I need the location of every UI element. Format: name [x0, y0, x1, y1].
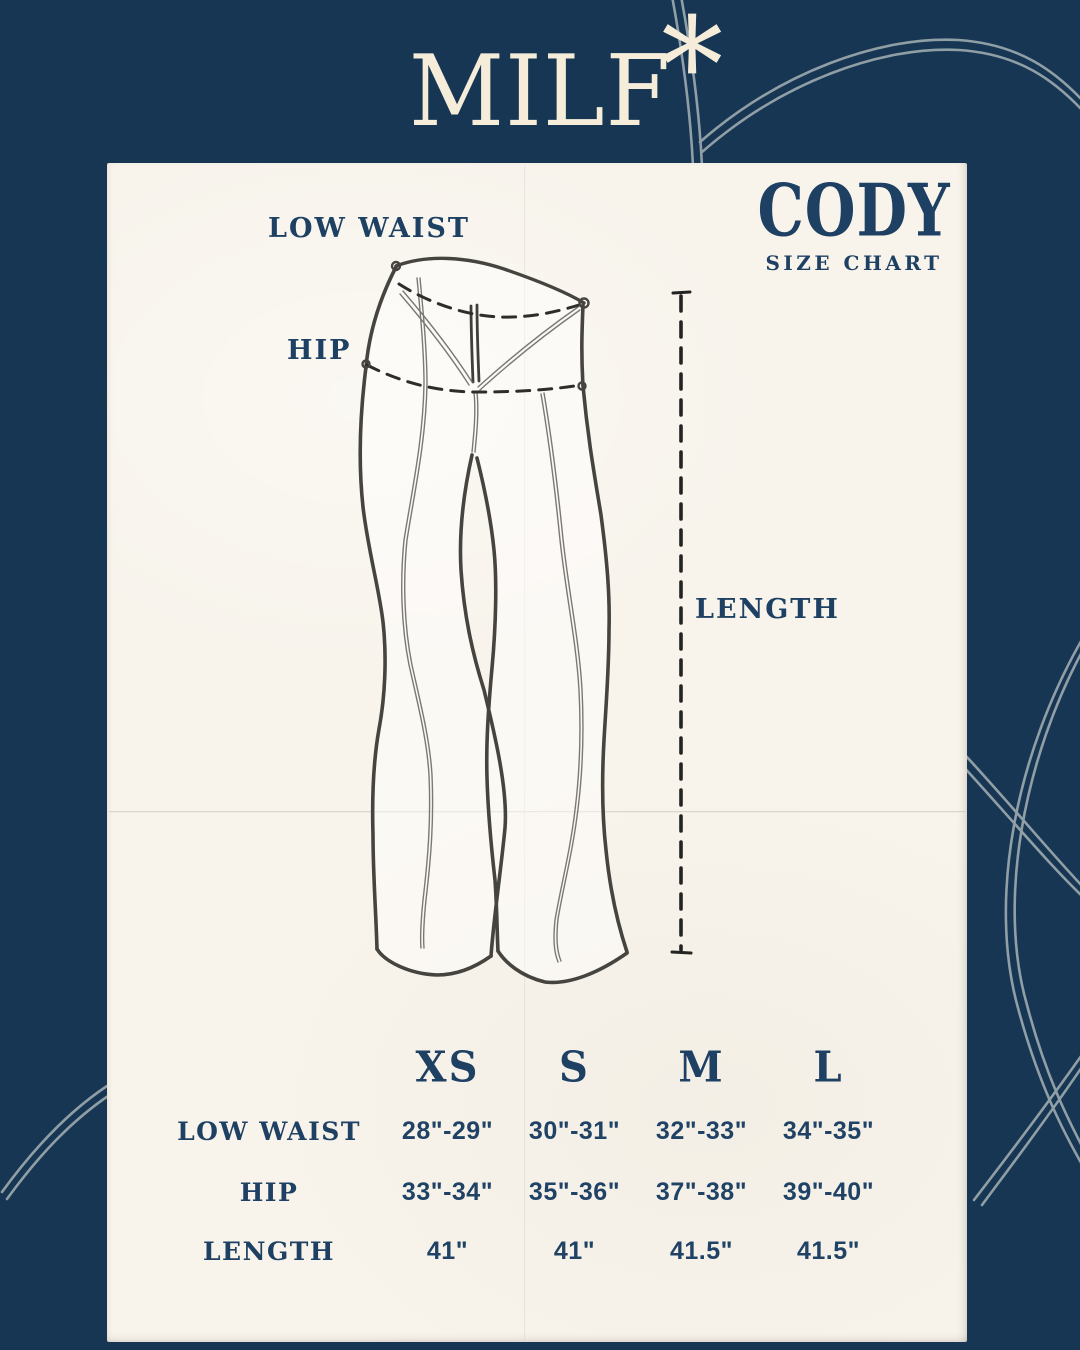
size-value: 30"-31": [528, 1116, 621, 1145]
arc-right-c-2: [1015, 648, 1080, 1150]
size-value: 41.5": [669, 1236, 733, 1265]
table-row-label-hip: HIP: [239, 1177, 299, 1207]
product-name: CODY: [757, 168, 951, 253]
hip-label: HIP: [287, 335, 352, 366]
size-value: 34"-35": [782, 1116, 875, 1145]
size-value: 32"-33": [655, 1116, 748, 1145]
arc-right-cross-2: [961, 764, 1080, 898]
size-column-header-l: L: [813, 1042, 844, 1092]
size-value: 41": [426, 1236, 469, 1265]
size-value: 28"-29": [401, 1116, 494, 1145]
size-value: 35"-36": [528, 1177, 621, 1206]
arc-right-c: [1006, 636, 1080, 1168]
size-table: [154, 1034, 894, 1280]
paper-fold-horizontal: [109, 811, 965, 813]
size-guide-header: [742, 168, 966, 275]
size-value: 41": [553, 1236, 596, 1265]
arc-bottom-left: [2, 1086, 107, 1192]
size-column-header-m: M: [678, 1042, 725, 1092]
size-value: 39"-40": [782, 1177, 875, 1206]
size-value: 41.5": [796, 1236, 860, 1265]
brand-logo-text: MILF: [408, 33, 672, 149]
size-column-header-s: S: [559, 1042, 590, 1092]
length-label: LENGTH: [695, 594, 840, 625]
size-column-header-xs: XS: [415, 1042, 480, 1092]
size-value: 37"-38": [655, 1177, 748, 1206]
asterisk-mark: *: [661, 0, 724, 143]
low-waist-label: LOW WAIST: [268, 213, 470, 244]
table-corner-spacer: [269, 1067, 270, 1068]
brand-logo: [0, 0, 1080, 149]
arc-bottom-right: [974, 1052, 1080, 1200]
arc-bottom-left-2: [7, 1094, 111, 1199]
table-row-label-length: LENGTH: [202, 1236, 336, 1266]
arc-bottom-right-2: [982, 1064, 1080, 1205]
arc-right-cross: [966, 756, 1080, 888]
size-guide-subtitle: SIZE CHART: [765, 251, 943, 275]
size-value: 33"-34": [401, 1177, 494, 1206]
table-row-label-low-waist: LOW WAIST: [177, 1116, 361, 1146]
